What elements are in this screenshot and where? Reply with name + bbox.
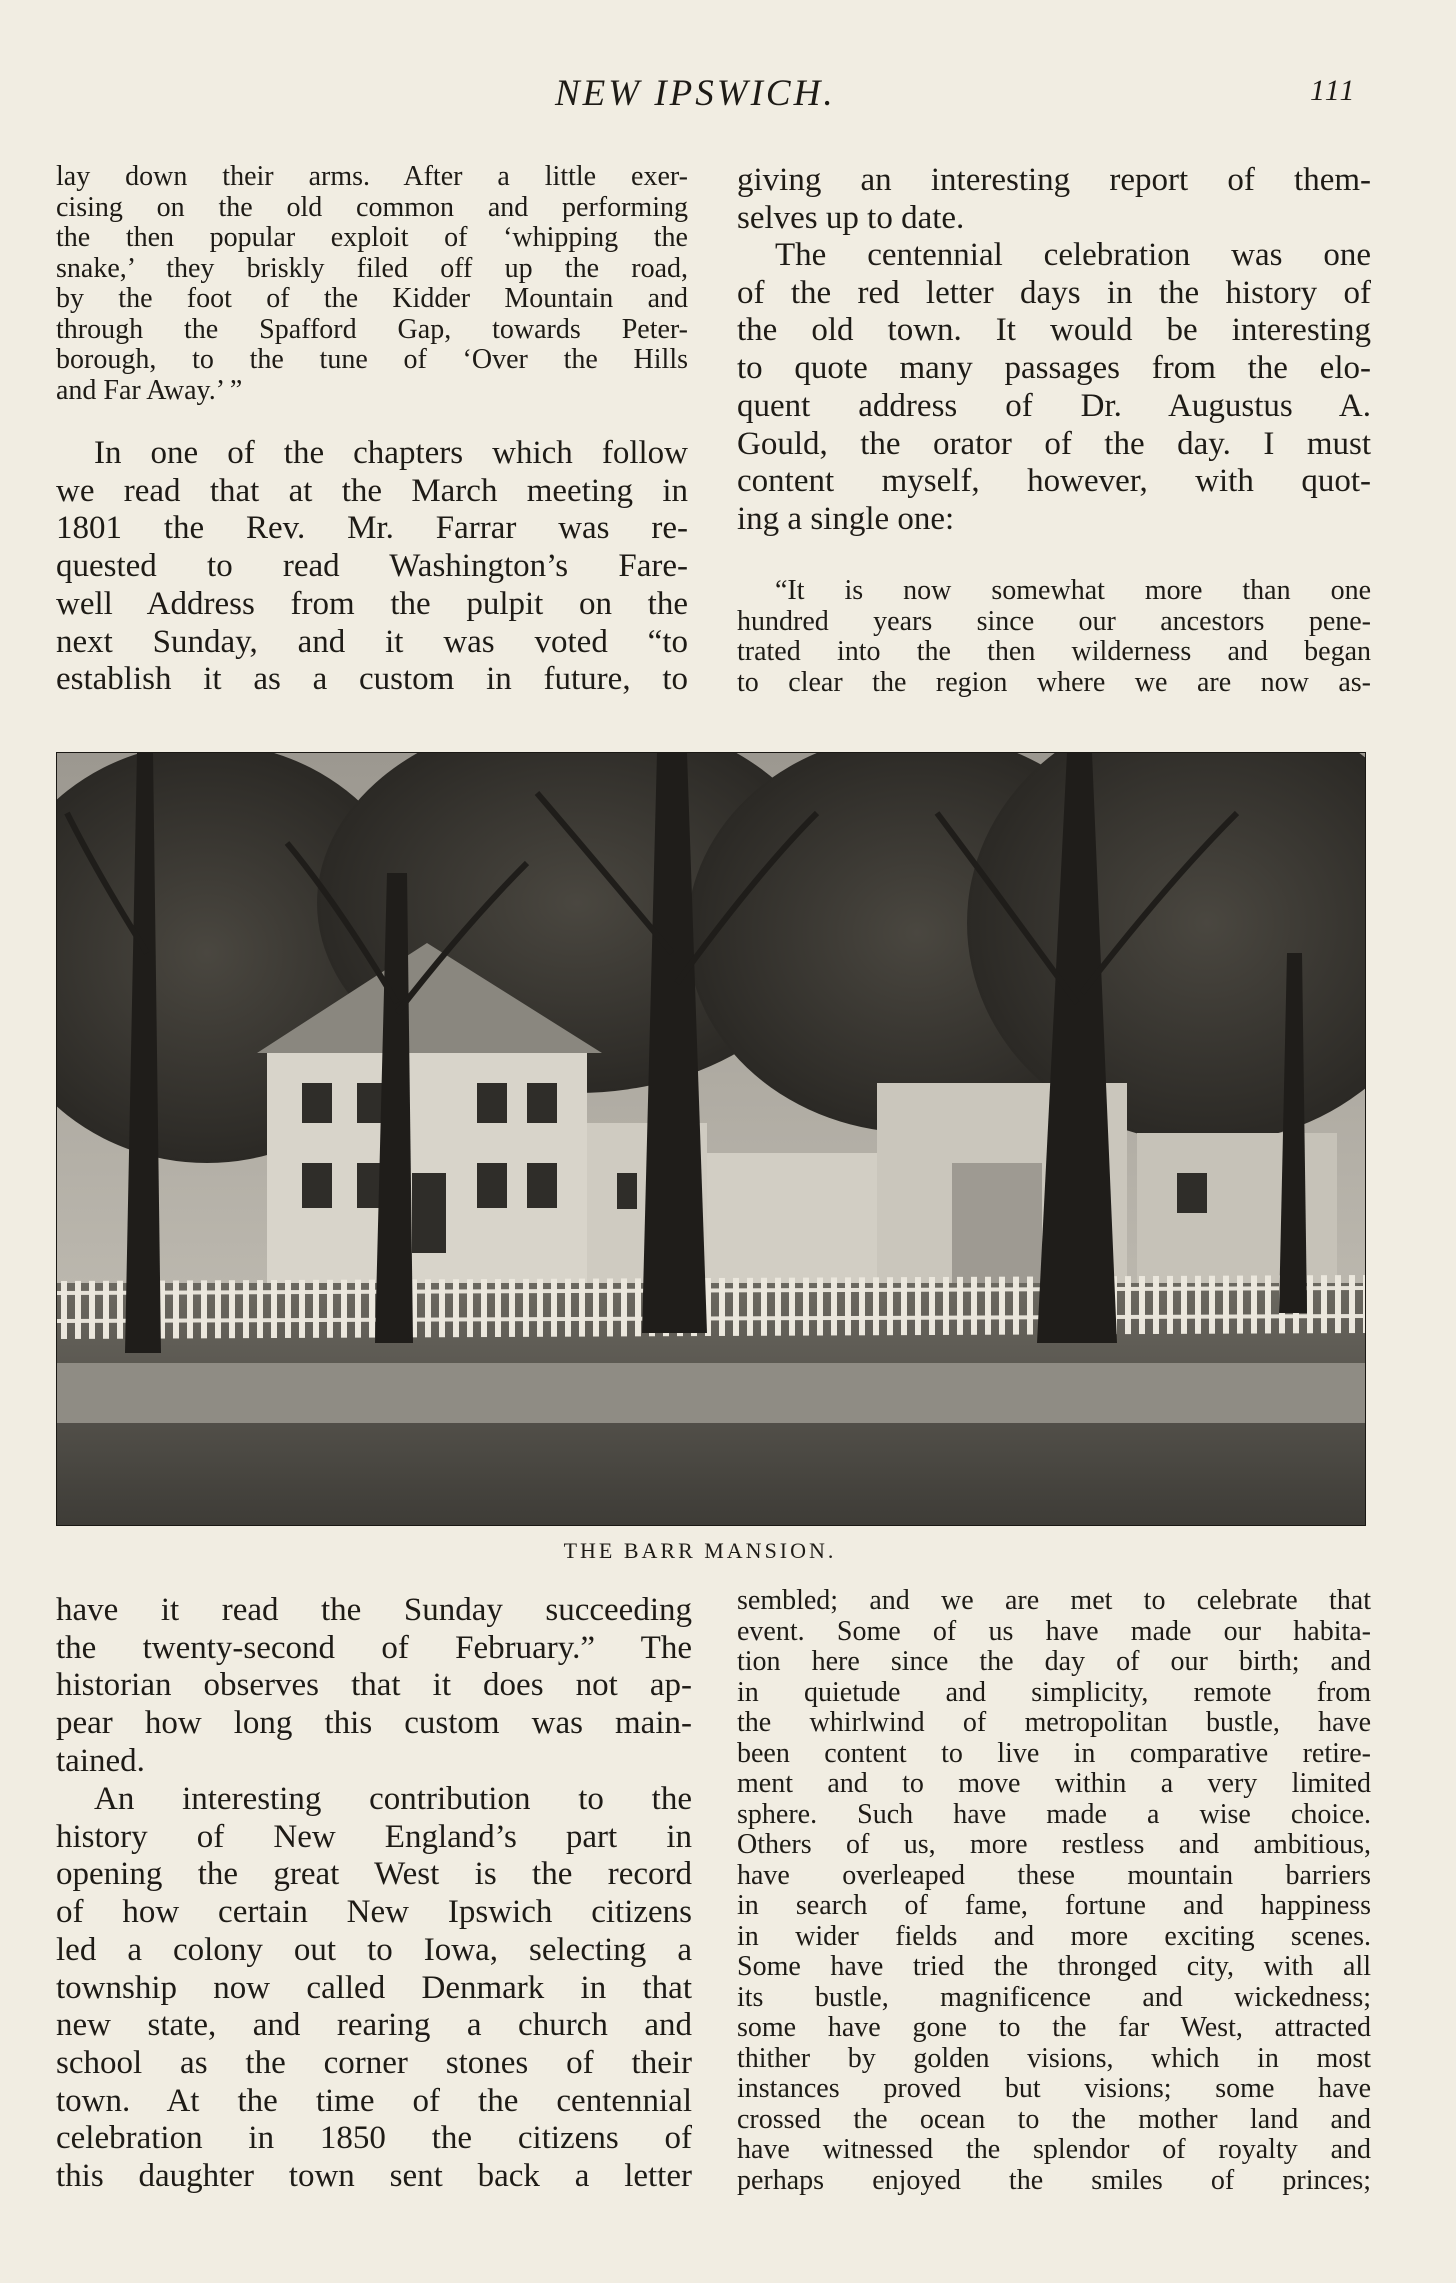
fence-picket	[257, 1280, 263, 1338]
fence-picket	[747, 1278, 753, 1336]
fence-picket	[201, 1280, 207, 1338]
fence-picket	[1195, 1276, 1201, 1334]
text-line: township now called Denmark in that	[56, 1969, 692, 2006]
text-line: the then popular exploit of ‘whipping the	[56, 222, 688, 253]
fence-picket	[243, 1280, 249, 1338]
text-line: next Sunday, and it was voted “to	[56, 623, 688, 660]
fence-picket	[579, 1279, 585, 1337]
text-line: Gould, the orator of the day. I must	[737, 425, 1371, 462]
text-line: have overleaped these mountain barriers	[737, 1859, 1371, 1891]
fence-picket	[803, 1278, 809, 1336]
left-top-paragraph	[56, 435, 688, 699]
text-line: have witnessed the splendor of royalty and	[737, 2134, 1371, 2165]
text-line: in search of fame, fortune and happiness	[737, 1890, 1371, 1921]
fence-picket	[915, 1277, 921, 1335]
fence-picket	[929, 1277, 935, 1335]
fence-picket	[1237, 1276, 1243, 1334]
fence-picket	[565, 1279, 571, 1337]
fence-picket	[1335, 1275, 1341, 1333]
fence-picket	[607, 1278, 613, 1336]
right-top-paragraph-2	[737, 237, 1371, 539]
fence-picket	[1363, 1275, 1365, 1333]
fence-picket	[425, 1279, 431, 1337]
fence-picket	[635, 1278, 641, 1336]
text-line: to quote many passages from the elo-	[737, 350, 1371, 387]
fence-picket	[1153, 1276, 1159, 1334]
text-line: content myself, however, with quot-	[737, 463, 1371, 500]
right-top-quote	[737, 576, 1371, 698]
text-line: In one of the chapters which follow	[94, 435, 688, 471]
left-bottom-paragraph-1	[56, 1592, 692, 1781]
fence-picket	[1321, 1275, 1327, 1333]
text-line: Some have tried the thronged city, with all	[737, 1951, 1371, 1982]
fence-picket	[271, 1280, 277, 1338]
text-line: sphere. Such have made a wise choice.	[737, 1798, 1371, 1830]
fence-picket	[537, 1279, 543, 1337]
fence-picket	[901, 1277, 907, 1335]
fence-picket	[215, 1280, 221, 1338]
text-line: “It is now somewhat more than one	[775, 575, 1371, 606]
text-line: snake,’ they briskly filed off up the road,	[56, 252, 688, 284]
text-line: An interesting contribution to the	[94, 1781, 692, 1817]
fence-picket	[1251, 1276, 1257, 1334]
fence-picket	[1181, 1276, 1187, 1334]
text-line: celebration in 1850 the citizens of	[56, 2120, 692, 2157]
fence-picket	[439, 1279, 445, 1337]
fence-picket	[831, 1277, 837, 1335]
left-bottom-paragraph-2	[56, 1781, 692, 2196]
text-line: school as the corner stones of their	[56, 2044, 692, 2081]
figure-caption: THE BARR MANSION.	[563, 1538, 837, 1563]
text-line: The centennial celebration was one	[775, 237, 1371, 273]
fence-picket	[719, 1278, 725, 1336]
text-line: some have gone to the far West, attracted	[737, 2012, 1371, 2043]
fence-picket	[117, 1281, 123, 1339]
text-line: by the foot of the Kidder Mountain and	[56, 283, 688, 314]
text-line: quested to read Washington’s Fare-	[56, 548, 688, 585]
text-line: its bustle, magnificence and wickedness;	[737, 1981, 1371, 2013]
text-line: the old town. It would be interesting	[737, 312, 1371, 349]
text-line: borough, to the tune of ‘Over the Hills	[56, 344, 688, 375]
fence-picket	[789, 1278, 795, 1336]
text-line: history of New England’s part in	[56, 1818, 692, 1855]
fence-picket	[327, 1280, 333, 1338]
fence-picket	[481, 1279, 487, 1337]
text-line: of how certain New Ipswich citizens	[56, 1894, 692, 1931]
fence-picket	[551, 1279, 557, 1337]
text-line: perhaps enjoyed the smiles of princes;	[737, 2164, 1371, 2196]
text-line: event. Some of us have made our habita-	[737, 1615, 1371, 1647]
right-top-paragraph-1	[737, 162, 1371, 237]
barr-mansion-photo	[56, 752, 1366, 1526]
text-line: through the Spafford Gap, towards Peter-	[56, 313, 688, 345]
text-line: pear how long this custom was main-	[56, 1705, 692, 1742]
text-line: to clear the region where we are now as-	[737, 666, 1371, 698]
fence-picket	[173, 1280, 179, 1338]
fence-picket	[1349, 1275, 1355, 1333]
text-line: 1801 the Rev. Mr. Farrar was re-	[56, 510, 688, 547]
text-line: town. At the time of the centennial	[56, 2082, 692, 2119]
text-line: well Address from the pulpit on the	[56, 585, 688, 622]
text-line: quent address of Dr. Augustus A.	[737, 387, 1371, 424]
text-line: led a colony out to Iowa, selecting a	[56, 1931, 692, 1968]
fence-picket	[103, 1281, 109, 1339]
fence-picket	[943, 1277, 949, 1335]
text-line: we read that at the March meeting in	[56, 472, 688, 509]
text-line: selves up to date.	[737, 199, 965, 236]
text-line: trated into the then wilderness and began	[737, 636, 1371, 667]
fence-picket	[971, 1277, 977, 1335]
text-line: ment and to move within a very limited	[737, 1768, 1371, 1799]
fence-picket	[1209, 1276, 1215, 1334]
text-line: this daughter town sent back a letter	[56, 2158, 692, 2195]
fence-picket	[89, 1281, 95, 1339]
text-line: establish it as a custom in future, to	[56, 661, 688, 698]
fence-picket	[187, 1280, 193, 1338]
text-line: in quietude and simplicity, remote from	[737, 1676, 1371, 1708]
fence-picket	[957, 1277, 963, 1335]
text-line: tained.	[56, 1742, 145, 1779]
text-line: instances proved but visions; some have	[737, 2073, 1371, 2104]
fence-picket	[999, 1277, 1005, 1335]
fence-picket	[1307, 1275, 1313, 1333]
text-line: been content to live in comparative retire-	[737, 1737, 1371, 1769]
text-line: Others of us, more restless and ambitious,	[737, 1829, 1371, 1860]
fence-picket	[873, 1277, 879, 1335]
fence-picket	[369, 1280, 375, 1338]
fence-picket	[1027, 1277, 1033, 1335]
fence-picket	[761, 1278, 767, 1336]
fence-picket	[299, 1280, 305, 1338]
text-line: hundred years since our ancestors pene-	[737, 605, 1371, 637]
text-line: the whirlwind of metropolitan bustle, have	[737, 1707, 1371, 1738]
fence-picket	[817, 1278, 823, 1336]
fence-picket	[1125, 1276, 1131, 1334]
fence-picket	[467, 1279, 473, 1337]
fence-picket	[341, 1280, 347, 1338]
fence-picket	[75, 1281, 81, 1339]
fence-picket	[523, 1279, 529, 1337]
text-line: thither by golden visions, which in most	[737, 2042, 1371, 2074]
photo-illustration	[57, 753, 1365, 1525]
fence-picket	[509, 1279, 515, 1337]
fence-picket	[1013, 1277, 1019, 1335]
text-line: historian observes that it does not ap-	[56, 1667, 692, 1704]
running-title: NEW IPSWICH.	[555, 73, 836, 114]
text-line: lay down their arms. After a little exer-	[56, 161, 688, 192]
text-line: opening the great West is the record	[56, 1856, 692, 1893]
text-line: sembled; and we are met to celebrate that	[737, 1585, 1371, 1616]
fence-picket	[1265, 1275, 1271, 1333]
text-line: giving an interesting report of them-	[737, 162, 1371, 198]
text-line: new state, and rearing a church and	[56, 2007, 692, 2044]
fence-picket	[985, 1277, 991, 1335]
fence-picket	[1139, 1276, 1145, 1334]
fence-picket	[61, 1281, 67, 1339]
fence-picket	[887, 1277, 893, 1335]
fence-picket	[775, 1278, 781, 1336]
fence-picket	[593, 1279, 599, 1337]
fence-picket	[355, 1280, 361, 1338]
fence-picket	[229, 1280, 235, 1338]
running-head	[0, 72, 1456, 122]
text-line: have it read the Sunday succeeding	[56, 1592, 692, 1628]
left-top-quote	[56, 162, 688, 406]
fence-picket	[285, 1280, 291, 1338]
page-number: 111	[1310, 74, 1357, 107]
fence-picket	[859, 1277, 865, 1335]
text-line: tion here since the day of our birth; and	[737, 1646, 1371, 1677]
text-line: the twenty-second of February.” The	[56, 1629, 692, 1666]
fence-picket	[621, 1278, 627, 1336]
right-bottom-quote	[737, 1586, 1371, 2196]
fence-picket	[495, 1279, 501, 1337]
text-line: ing a single one:	[737, 500, 955, 537]
text-line: crossed the ocean to the mother land and	[737, 2103, 1371, 2135]
text-line: cising on the old common and performing	[56, 191, 688, 223]
fence-picket	[453, 1279, 459, 1337]
fence-picket	[733, 1278, 739, 1336]
text-line: of the red letter days in the history of	[737, 274, 1371, 311]
fence-picket	[1167, 1276, 1173, 1334]
fence-picket	[1223, 1276, 1229, 1334]
fence-picket	[845, 1277, 851, 1335]
fence-picket	[313, 1280, 319, 1338]
text-line: in wider fields and more exciting scenes.	[737, 1920, 1371, 1952]
text-line: and Far Away.’ ”	[56, 374, 243, 406]
